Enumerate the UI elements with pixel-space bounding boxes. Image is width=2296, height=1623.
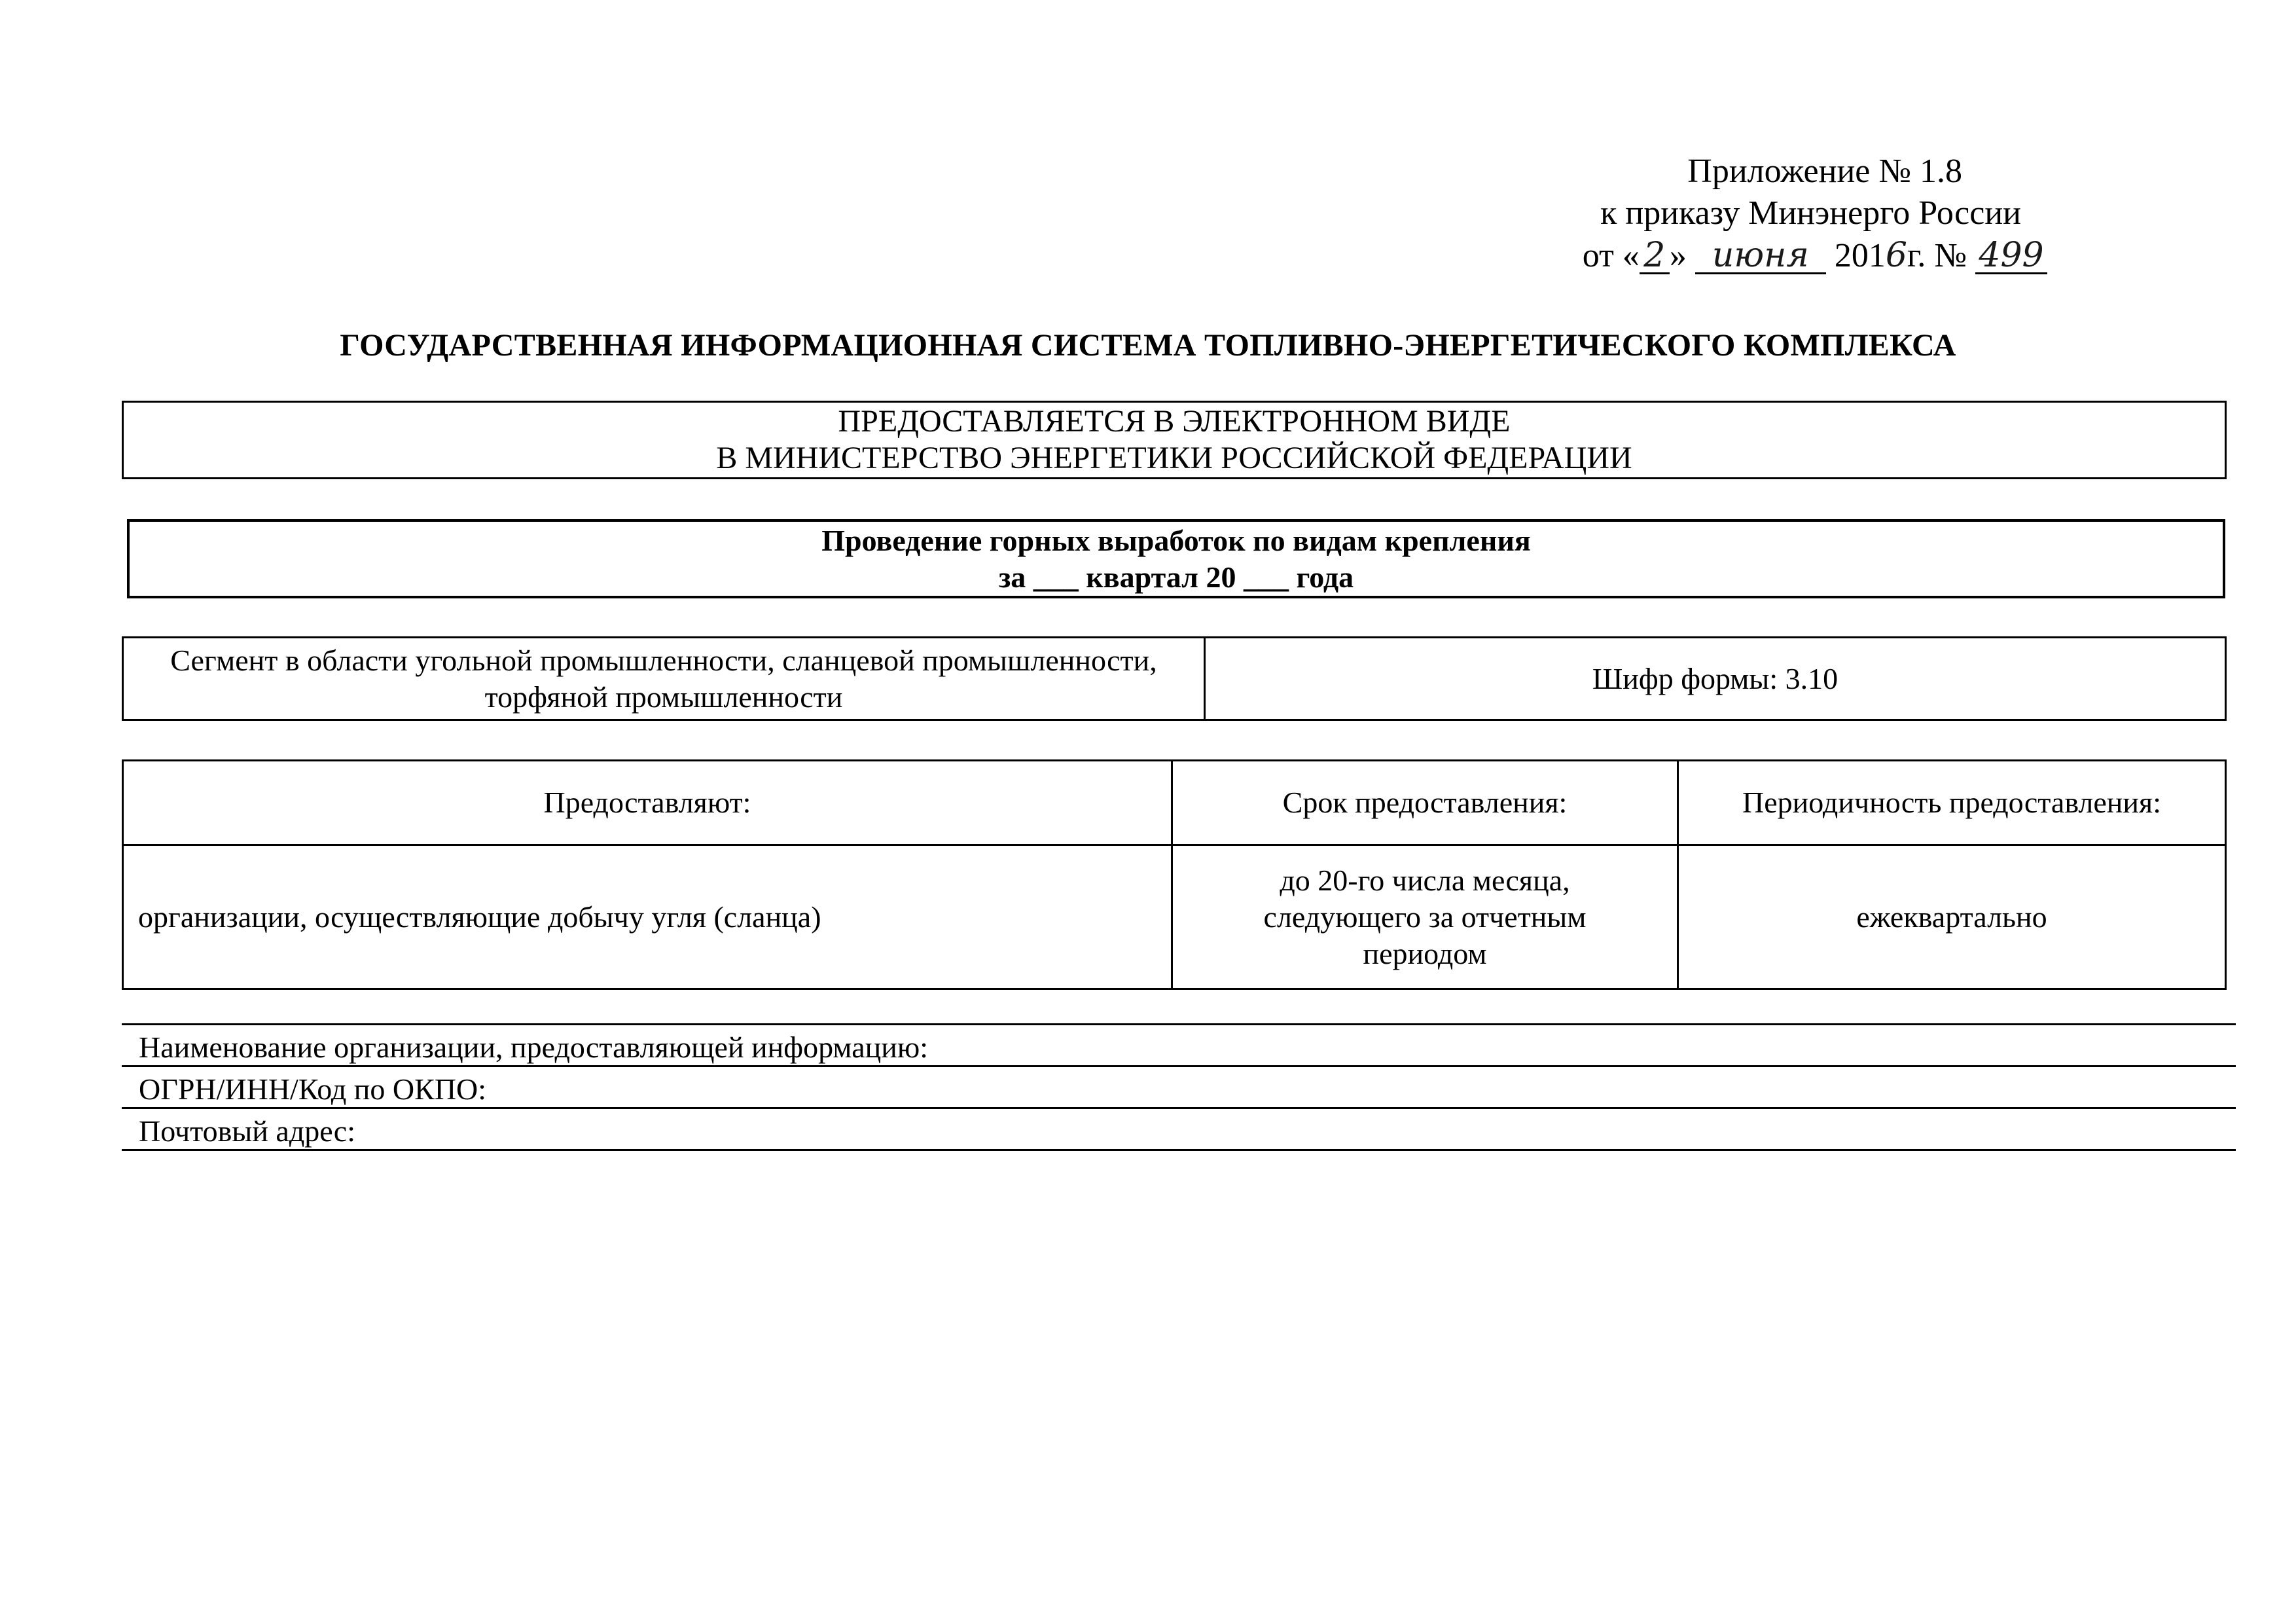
- submission-table: [122, 759, 2227, 990]
- header-deadline: Срок предоставления:: [1172, 761, 1678, 845]
- table-header-row: [123, 761, 2226, 845]
- date-g: г. №: [1907, 237, 1967, 274]
- date-month: июня: [1695, 238, 1826, 274]
- form-title-box: [127, 519, 2225, 598]
- org-name-label: Наименование организации, предоставляющей информацию:: [139, 1030, 928, 1064]
- annex-date-line: [1583, 234, 2047, 277]
- annex-header: [1563, 151, 2152, 295]
- submission-notice-line1: ПРЕДОСТАВЛЯЕТСЯ В ЭЛЕКТРОННОМ ВИДЕ: [838, 404, 1511, 439]
- submission-notice-line2: В МИНИСТЕРСТВО ЭНЕРГЕТИКИ РОССИЙСКОЙ ФЕДЕРАЦИИ: [716, 441, 1632, 475]
- divider: [122, 1065, 2236, 1067]
- submission-notice-box: [122, 401, 2227, 479]
- order-number: 499: [1975, 238, 2047, 274]
- form-code-cell: Шифр формы: 3.10: [1205, 638, 2226, 720]
- date-year-prefix: 201: [1834, 237, 1886, 274]
- divider: [122, 1107, 2236, 1109]
- org-ids-label: ОГРН/ИНН/Код по ОКПО:: [139, 1072, 487, 1106]
- date-year-suffix: 6: [1885, 236, 1907, 275]
- cell-deadline: до 20-го числа месяца, следующего за отчетным периодом: [1172, 845, 1678, 989]
- form-title-line1: Проведение горных выработок по видам крепления: [821, 523, 1531, 557]
- table-row: [123, 638, 2226, 720]
- cell-submitters: организации, осуществляющие добычу угля (сланца): [123, 845, 1172, 989]
- date-prefix: от «: [1582, 237, 1640, 274]
- annex-number: Приложение № 1.8: [1687, 153, 1962, 190]
- segment-cell: Сегмент в области угольной промышленности, сланцевой промышленности, торфяной промышленности: [123, 638, 1205, 720]
- divider: [122, 1149, 2236, 1151]
- cell-periodicity: ежеквартально: [1678, 845, 2226, 989]
- date-day: 2: [1640, 238, 1670, 274]
- segment-table: [122, 636, 2227, 721]
- table-row: [123, 845, 2226, 989]
- form-title-period: за ___ квартал 20 ___ года: [998, 560, 1354, 594]
- postal-address-label: Почтовый адрес:: [139, 1114, 355, 1148]
- annex-order-ref: к приказу Минэнерго России: [1600, 194, 2021, 232]
- header-periodicity: Периодичность предоставления:: [1678, 761, 2226, 845]
- date-mid: »: [1669, 237, 1687, 274]
- page-title: ГОСУДАРСТВЕННАЯ ИНФОРМАЦИОННАЯ СИСТЕМА ТОПЛИВНО-ЭНЕРГЕТИЧЕСКОГО КОМПЛЕКСА: [340, 328, 1956, 363]
- header-submitters: Предоставляют:: [123, 761, 1172, 845]
- divider: [122, 1023, 2236, 1025]
